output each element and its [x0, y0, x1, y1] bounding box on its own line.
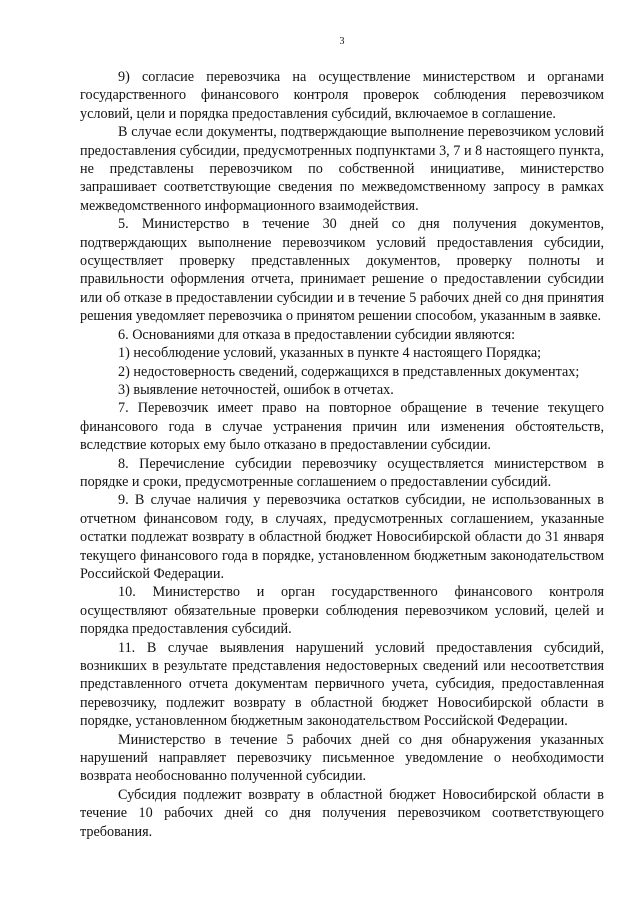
paragraph-clause-11: 11. В случае выявления нарушений условий предоставления субсидий, возникших в результате представления недостоверных сведений или несоответствия представленного отчета документам первичного учета, субсидия, предоставленная перевозчику, подлежит возврату в областной бюджет Новосибирской области в порядке, установленном бюджетным законодательством Российской Федерации. [80, 639, 604, 730]
paragraph-clause-6-item-1: 1) несоблюдение условий, указанных в пункте 4 настоящего Порядка; [118, 345, 542, 362]
paragraph-clause-6: 6. Основаниями для отказа в предоставлении субсидии являются: [118, 326, 516, 343]
paragraph-return-notice: Министерство в течение 5 рабочих дней со дня обнаружения указанных нарушений направляет перевозчику письменное уведомление о необходимости возврата необоснованно полученной субсидии. [80, 731, 604, 785]
paragraph-clause-7: 7. Перевозчик имеет право на повторное обращение в течение текущего финансового года в случае устранения причин или изменения обстоятельств, вследствие которых ему было отказано в предоставлении субсидии. [80, 400, 604, 454]
paragraph-clause-5: 5. Министерство в течение 30 дней со дня получения документов, подтверждающих выполнение перевозчиком условий предоставления субсидии, осуществляет проверку представленных документов, проверку полноты и правильности оформления отчета, принимает решение о предоставлении субсидии или об отказе в предоставлении субсидии и в течение 5 рабочих дней со дня принятия решения уведомляет перевозчика о принятом решении способом, указанным в заявке. [80, 216, 604, 325]
paragraph-return-deadline: Субсидия подлежит возврату в областной бюджет Новосибирской области в течение 10 рабочих дней со дня получения перевозчиком соответствующего требования. [80, 786, 604, 840]
paragraph-clause-6-item-3: 3) выявление неточностей, ошибок в отчетах. [118, 381, 394, 398]
paragraph-clause-10: 10. Министерство и орган государственного финансового контроля осуществляют обязательные проверки соблюдения перевозчиком условий, целей и порядка предоставления субсидий. [80, 584, 604, 638]
paragraph-item-9-consent: 9) согласие перевозчика на осуществление министерством и органами государственного финансового контроля проверок соблюдения перевозчиком условий, цели и порядка предоставления субсидий, включаемое в соглашение. [80, 69, 604, 122]
paragraph-clause-9: 9. В случае наличия у перевозчика остатков субсидии, не использованных в отчетном финансовом году, в случаях, предусмотренных соглашением, указанные остатки подлежат возврату в областной бюджет Новосибирской области до 31 января текущего финансового года в порядке, установленном бюджетным законодательством Российской Федерации. [80, 492, 604, 582]
paragraph-clause-8: 8. Перечисление субсидии перевозчику осуществляется министерством в порядке и сроки, предусмотренные соглашением о предоставлении субсидий. [80, 455, 604, 490]
page-number: 3 [339, 36, 345, 47]
paragraph-clause-6-item-2: 2) недостоверность сведений, содержащихся в представленных документах; [118, 363, 580, 380]
paragraph-documents-request: В случае если документы, подтверждающие выполнение перевозчиком условий предоставления субсидии, предусмотренных подпунктами 3, 7 и 8 настоящего пункта, не представлены перевозчиком по собственной инициативе, министерство запрашивает соответствующие сведения по межведомственному запросу в рамках межведомственного информационного взаимодействия. [80, 124, 604, 214]
